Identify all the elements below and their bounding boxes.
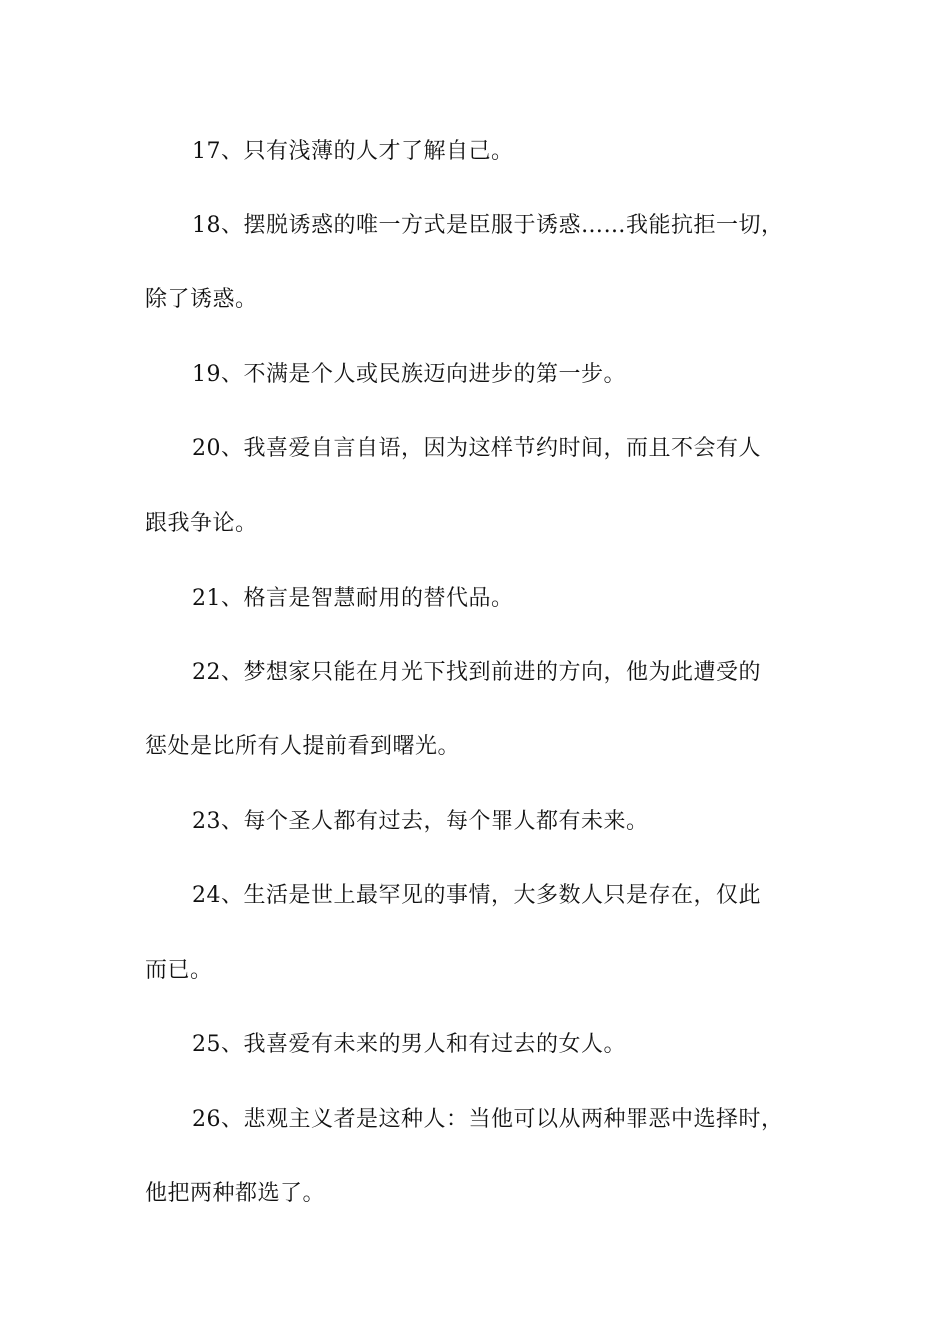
quote-21-line-1: 21、格言是智慧耐用的替代品。 — [192, 586, 514, 611]
quote-26-line-2: 他把两种都选了。 — [145, 1181, 326, 1206]
quote-18-line-2: 除了诱惑。 — [145, 287, 258, 312]
quote-22-line-1: 22、梦想家只能在月光下找到前进的方向，他为此遭受的 — [192, 660, 761, 685]
quote-20-line-2: 跟我争论。 — [145, 511, 258, 536]
quote-23-line-1: 23、每个圣人都有过去，每个罪人都有未来。 — [192, 809, 649, 834]
quote-17-line-1: 17、只有浅薄的人才了解自己。 — [192, 139, 514, 164]
quote-25-line-1: 25、我喜爱有未来的男人和有过去的女人。 — [192, 1032, 626, 1057]
quote-20-line-1: 20、我喜爱自言自语，因为这样节约时间，而且不会有人 — [192, 436, 761, 461]
quote-19-line-1: 19、不满是个人或民族迈向进步的第一步。 — [192, 362, 626, 387]
quote-24-line-1: 24、生活是世上最罕见的事情，大多数人只是存在，仅此 — [192, 883, 761, 908]
quote-24-line-2: 而已。 — [145, 958, 213, 983]
quote-26-line-1: 26、悲观主义者是这种人：当他可以从两种罪恶中选择时， — [192, 1107, 784, 1132]
quote-22-line-2: 惩处是比所有人提前看到曙光。 — [145, 734, 461, 759]
quote-18-line-1: 18、摆脱诱惑的唯一方式是臣服于诱惑……我能抗拒一切， — [192, 213, 784, 238]
